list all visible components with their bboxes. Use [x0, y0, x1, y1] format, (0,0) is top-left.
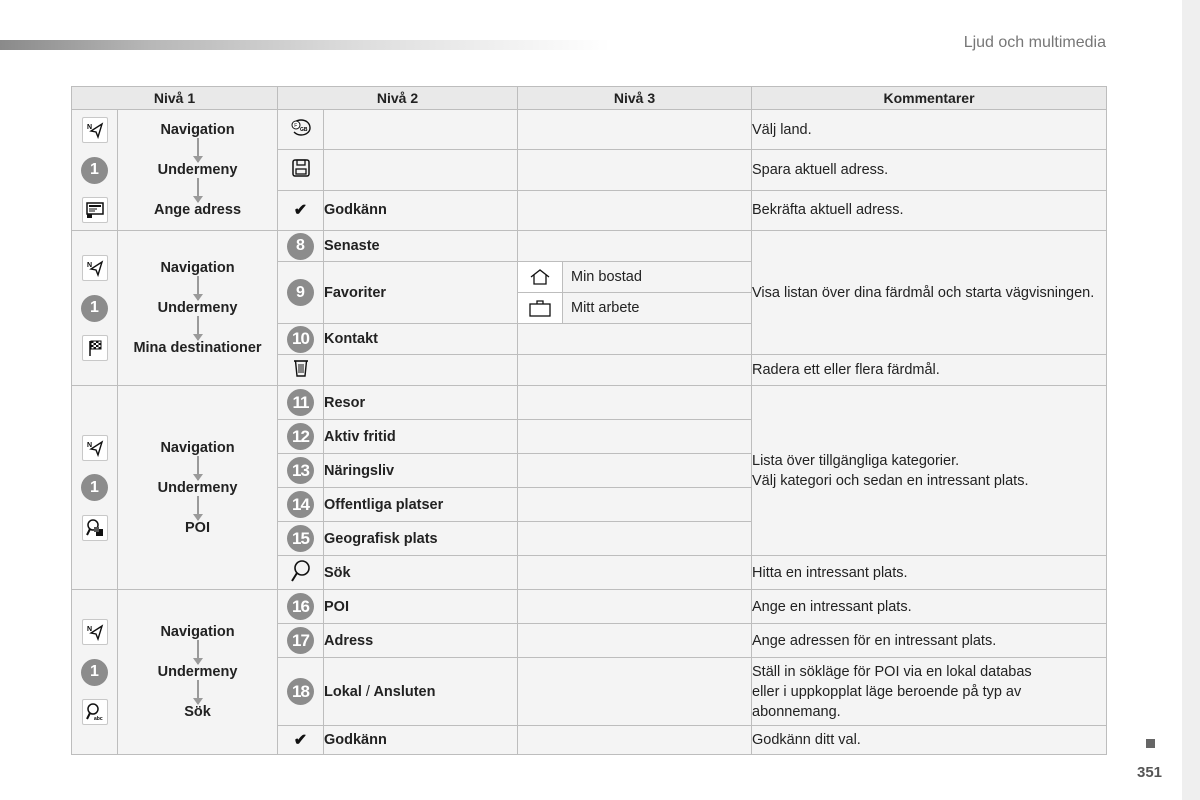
section-title: Ljud och multimedia: [963, 34, 1106, 51]
group4-icons: [72, 590, 118, 755]
svg-text:GB: GB: [299, 126, 307, 133]
comment-line: Välj kategori och sedan en intressant plats.: [752, 472, 1029, 489]
number-9-icon: 9: [287, 279, 314, 306]
checkmark-icon: ✔: [293, 202, 308, 220]
table-row: [72, 590, 1107, 624]
down-arrow-icon: [197, 680, 199, 704]
level2-label: Godkänn: [324, 190, 518, 230]
level3-cell: [518, 488, 752, 522]
down-arrow-icon: [197, 178, 199, 202]
page-edge-strip: [1182, 0, 1200, 800]
number-10-icon: 10: [287, 326, 314, 353]
level3-cell: [518, 522, 752, 556]
down-arrow-icon: [197, 640, 199, 664]
level3-cell: [518, 556, 752, 590]
level2-label: POI: [324, 590, 518, 624]
checkered-flag-icon: [82, 335, 108, 361]
comment-cell: Bekräfta aktuell adress.: [752, 190, 1107, 230]
navigation-icon: [82, 435, 108, 461]
navigation-icon: [82, 619, 108, 645]
number-12-icon: 12: [287, 423, 314, 450]
svg-text:F: F: [293, 122, 297, 129]
comment-cell: Spara aktuell adress.: [752, 150, 1107, 190]
path-step: Undermeny: [157, 300, 238, 316]
search-abc-icon: [82, 699, 108, 725]
level2-label: Adress: [324, 624, 518, 658]
path-step: Navigation: [160, 260, 235, 276]
number-18-icon: 18: [287, 678, 314, 705]
table-header-row: [72, 87, 1107, 110]
level3-cell: [518, 324, 752, 355]
level3-cell: [518, 726, 752, 755]
navigation-icon: [82, 255, 108, 281]
menu-table: [71, 86, 1107, 755]
level3-cell: [518, 150, 752, 190]
comment-cell: [752, 658, 1107, 726]
svg-text:N: N: [86, 124, 92, 131]
path-step: Sök: [184, 704, 211, 720]
level2-label: Aktiv fritid: [324, 420, 518, 454]
comment-cell: Visa listan över dina färdmål och starta vägvisningen.: [752, 231, 1107, 355]
home-icon: [529, 268, 551, 286]
level2-label: [324, 355, 518, 386]
table-row: [72, 386, 1107, 420]
save-icon: [291, 158, 311, 178]
level3-cell: [518, 231, 752, 262]
poi-search-icon: [82, 515, 108, 541]
comment-line: eller i uppkopplat läge beroende på typ av: [752, 683, 1022, 700]
level3-cell: [518, 293, 752, 324]
label-separator: /: [365, 683, 370, 700]
level3-cell: [518, 590, 752, 624]
group2-icons: [72, 231, 118, 386]
comment-cell: Ange en intressant plats.: [752, 590, 1107, 624]
header-level1: Nivå 1: [72, 87, 278, 110]
level2-label: Favoriter: [324, 262, 518, 324]
group1-path: [118, 110, 278, 231]
number-8-icon: 8: [287, 233, 314, 260]
down-arrow-icon: [197, 276, 199, 300]
path-step: Navigation: [160, 122, 235, 138]
path-step: Undermeny: [157, 479, 238, 496]
checkmark-icon: ✔: [293, 732, 308, 749]
down-arrow-icon: [197, 138, 199, 162]
level3-cell: [518, 386, 752, 420]
header-level3: Nivå 3: [518, 87, 752, 110]
menu-number-1-icon: 1: [81, 295, 108, 322]
path-step: Ange adress: [153, 202, 242, 218]
comment-cell: Radera ett eller flera färdmål.: [752, 355, 1107, 386]
label-part: Ansluten: [373, 683, 436, 700]
path-step: Mina destinationer: [133, 340, 262, 356]
number-17-icon: 17: [287, 627, 314, 654]
svg-text:N: N: [86, 441, 92, 449]
level2-label: Geografisk plats: [324, 522, 518, 556]
level2-label: [324, 110, 518, 150]
level2-label: Godkänn: [324, 726, 518, 755]
comment-cell: Välj land.: [752, 110, 1107, 150]
menu-number-1-icon: 1: [81, 157, 108, 184]
down-arrow-icon: [197, 456, 199, 480]
navigation-icon: [82, 117, 108, 143]
number-15-icon: 15: [287, 525, 314, 552]
page-number: 351: [1137, 764, 1163, 781]
level3-cell: [518, 454, 752, 488]
level2-label: [324, 150, 518, 190]
level3-cell: [518, 624, 752, 658]
number-14-icon: 14: [287, 491, 314, 518]
level2-label: Resor: [324, 386, 518, 420]
path-step: Undermeny: [157, 162, 238, 178]
comment-cell: Ange adressen för en intressant plats.: [752, 624, 1107, 658]
comment-line: Lista över tillgängliga kategorier.: [752, 452, 960, 469]
down-arrow-icon: [197, 316, 199, 340]
path-step: Navigation: [160, 624, 235, 640]
svg-text:N: N: [86, 626, 92, 633]
comment-cell: [752, 386, 1107, 556]
level3-label: Mitt arbete: [571, 300, 640, 316]
path-step: Navigation: [160, 439, 235, 456]
group3-path: [118, 386, 278, 590]
path-step: Undermeny: [157, 664, 238, 680]
enter-address-icon: [82, 197, 108, 223]
down-arrow-icon: [197, 496, 199, 520]
table-row: [72, 110, 1107, 150]
group2-path: [118, 231, 278, 386]
level2-label: Näringsliv: [324, 454, 518, 488]
path-step: POI: [185, 519, 210, 536]
level2-label: Sök: [324, 556, 518, 590]
label-part: Lokal: [324, 683, 362, 700]
header-level2: Nivå 2: [278, 87, 518, 110]
comment-line: Ställ in sökläge för POI via en lokal databas: [752, 663, 1032, 680]
group4-path: [118, 590, 278, 755]
comment-cell: Godkänn ditt val.: [752, 726, 1107, 755]
briefcase-icon: [528, 299, 552, 317]
level3-cell: [518, 262, 752, 293]
table-row: [72, 231, 1107, 262]
group1-icons: [72, 110, 118, 231]
level3-cell: [518, 110, 752, 150]
comment-line: abonnemang.: [752, 703, 841, 720]
level3-cell: [518, 190, 752, 230]
svg-text:N: N: [86, 262, 92, 269]
group3-icons: [72, 386, 118, 590]
level2-label: Kontakt: [324, 324, 518, 355]
page-marker: [1146, 739, 1155, 748]
search-icon: [290, 559, 312, 583]
comment-cell: Hitta en intressant plats.: [752, 556, 1107, 590]
level2-label: Senaste: [324, 231, 518, 262]
number-16-icon: 16: [287, 593, 314, 620]
header-comments: Kommentarer: [752, 87, 1107, 110]
level3-cell: [518, 658, 752, 726]
trash-icon: [292, 358, 310, 378]
level3-cell: [518, 420, 752, 454]
number-11-icon: 11: [287, 389, 314, 416]
level2-label: Offentliga platser: [324, 488, 518, 522]
svg-text:abc: abc: [93, 716, 103, 722]
level3-label: Min bostad: [571, 269, 642, 285]
menu-number-1-icon: 1: [81, 659, 108, 686]
country-select-icon: [289, 118, 313, 138]
number-13-icon: 13: [287, 457, 314, 484]
header-gradient-bar: [0, 40, 610, 50]
menu-number-1-icon: 1: [81, 474, 108, 501]
level2-label: [324, 658, 518, 726]
level3-cell: [518, 355, 752, 386]
